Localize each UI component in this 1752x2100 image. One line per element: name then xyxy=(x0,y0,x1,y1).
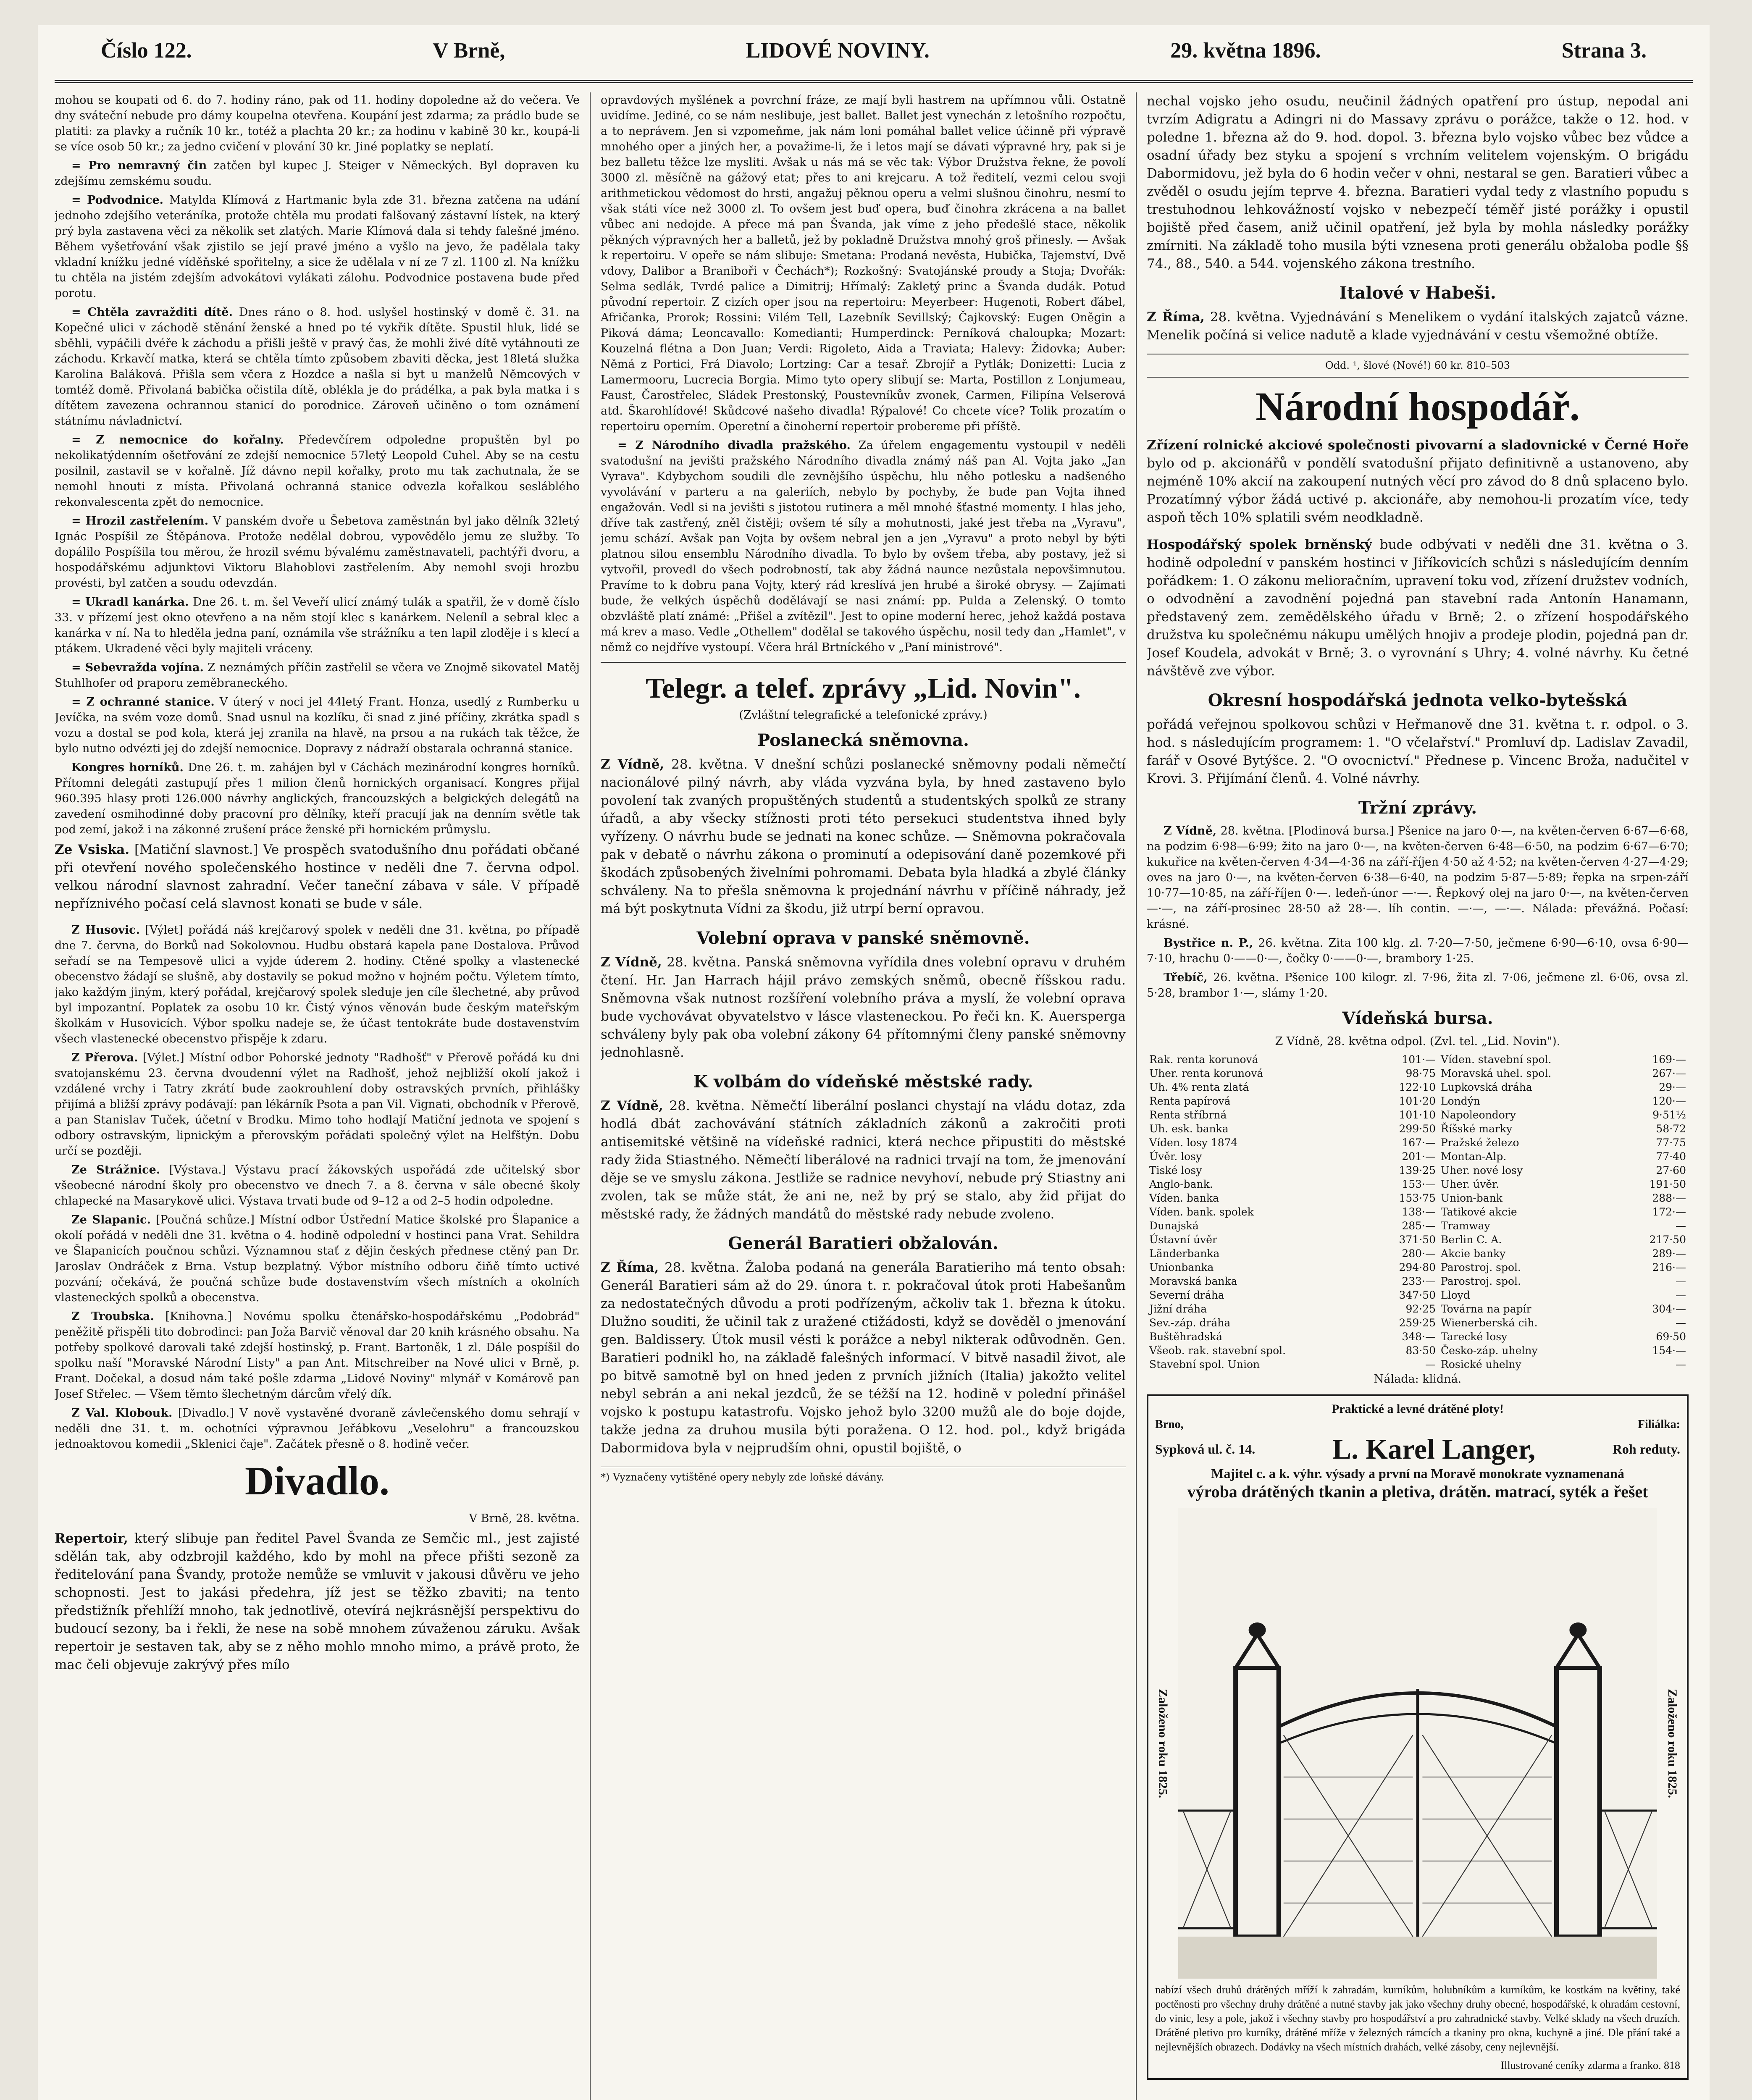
bourse-row xyxy=(1147,1219,1689,1233)
telegram-cont: nechal vojsko jeho osudu, neučinil žádných opatření pro ústup, nepodal ani tvrzím Adigratu a Adingri ni do Massavy zprávu o porážce, takže o 12. hod. v poledne 1. března až do 9. hod. dopol. 3. března bylo vojsko vůbec bez vůdce a osadní úřady bez styku a spojení s vrchním velitelem vojenským. O brigádu Dabormidovu, jež byla do 6 hodin večer v ohni, nestaral se gen. Baratieri vůbec a zvěděl o osudu jejím teprve 4. března. Baratieri vydal tedy z vlastního popudu s trestuhodnou lehkovážností vojsko v nebezpečí téměř jisté porážky i opustil bojiště před časem, aniž učinil opatření, jež byla by mohla následky porážky zmírniti. Na základě toho musila býti vznesena proti generálu obžaloba podle §§ 74., 88., 540. a 544. vojenského zákona trestního. xyxy=(1147,94,1689,271)
bourse-name: Moravská banka xyxy=(1149,1275,1237,1287)
section-title-divadlo: Divadlo. xyxy=(244,1458,390,1503)
bourse-value: 29·— xyxy=(1659,1081,1686,1093)
telegram: Z Vídně, 28. května. Němečtí liberální poslanci chystají na vládu dotaz, zda hodlá dbát zachovávání státních základních zákonů a zakročiti proti antisemitské většině na vídeňské radnici, která nechce připustiti do městské rady žida Stiastného. Němečtí liberálové na radnici trvají na tom, že jmenování děje se ve smyslu zákona. Jestliže se radnice nevyhoví, nebude prý Stiastny ani zvolen, tak se může stát, že ani ne, než by prý se stalo, aby žid přijat do městské rady, že žádných mandátů do městské rady nebude zvoleno. xyxy=(601,1098,1126,1222)
ad-ref: Illustrované ceníky zdarma a franko. 818 xyxy=(1500,2059,1680,2071)
bourse-value: 172·— xyxy=(1652,1206,1686,1218)
article-lead: Hospodářský spolek brněnský xyxy=(1147,537,1372,552)
bourse-name: Uh. 4% renta zlatá xyxy=(1149,1081,1249,1093)
bourse-row xyxy=(1147,1080,1689,1094)
bourse-name: Lloyd xyxy=(1441,1289,1470,1301)
newspaper-page xyxy=(38,25,1710,2100)
theatre-article: Repertoir, který slibuje pan ředitel Pavel Švanda ze Semčic ml., jest zajisté sdělán tak, aby odzbrojil každého, kdo by mohl na přece přišti sezoně za ředitelování pana Švandy, protože nemůže se vmluvit v jakousi důvěru ve jeho schopnosti. Jest to jakási předehra, jíž jest se těžko zbaviti; na tento předstižník přehlíží mnoho, tak jednotlivě, otevírá nejkrásnější perspektivu do budoucí sezony, ba i řekli, že nese na sobě mnohem zúvaženou záruku. Avšak repertoir je sestaven tak, aby se z něho mohlo mnoho mimo, a právě proto, že mac čeli objevuje zakrývý přes mílo xyxy=(55,1531,580,1672)
bourse-value: 77·75 xyxy=(1656,1137,1686,1149)
article-lead: = Chtěla zavražditi dítě. xyxy=(71,306,233,319)
section-title-narodni: Národní hospodář. xyxy=(1256,384,1580,429)
bourse-row xyxy=(1147,1191,1689,1205)
bourse-name: Továrna na papír xyxy=(1441,1303,1531,1315)
bourse-name: Parostroj. spol. xyxy=(1441,1275,1521,1287)
bourse-name: Montan-Alp. xyxy=(1441,1150,1507,1163)
market-report: Bystřice n. P., 26. května. Zita 100 klg. zl. 7·20—7·50, ječmene 6·90—6·10, ovsa 6·90—7·10, hrachu 0·——0·—, čočky 0·——0·—, brambory 1·25. xyxy=(1147,937,1689,965)
bourse-value: 83·50 xyxy=(1405,1344,1436,1357)
bourse-name: Úvěr. losy xyxy=(1149,1150,1202,1163)
article: Z Troubska. [Knihovna.] Novému spolku čtenářsko-hospodářskému „Podobrád" peněžitě přispěli tito dobrodinci: pan Joža Barvič věnoval dar 20 knih krásného obsahu. Na potřeby spolkové darovali také zdejší hostinský, p. Frant. Bartoněk, 1 zl. Dále pospíšil do spolku naší "Moravské Národní Listy" a pan Ant. Mitschreiber na Nové ulici v Brně, p. Frant. Dočekal, a dosud nám také pošle zdarma „Lidové Noviny" mlynář v Komárově pan Josef Střelec. — Všem těmto šlechetným dárcům vřelý dík. xyxy=(55,1310,580,1401)
bourse-name: Všeob. rak. stavební spol. xyxy=(1149,1344,1286,1357)
dateline: Z Vídně, 28. května odpol. (Zvl. tel. „Lid. Novin"). xyxy=(1275,1035,1560,1048)
bourse-value: — xyxy=(1676,1317,1686,1329)
bourse-value: 347·50 xyxy=(1399,1289,1436,1301)
bourse-value: 138·— xyxy=(1402,1206,1436,1218)
fence-gate-image xyxy=(1178,1508,1657,1979)
bourse-row xyxy=(1147,1344,1689,1357)
bourse-name: Parostroj. spol. xyxy=(1441,1261,1521,1273)
bourse-name: Union-bank xyxy=(1441,1192,1502,1204)
bourse-row xyxy=(1147,1288,1689,1302)
bourse-name: Tramway xyxy=(1441,1220,1490,1232)
article-lead: = Pro nemravný čin xyxy=(71,159,207,172)
masthead-title: LIDOVÉ NOVINY. xyxy=(746,38,930,63)
article: Z Přerova. [Výlet.] Místní odbor Pohorské jednoty "Radhošť" v Přerově pořádá ku dni svatojanskému 23. června dvoudenní výlet na Radhošť, jehož nejbližší okolí jakož i vzdálené vrchy i Tatry zkrátí bude zaokrouhlení doby ostravských prvních, přihlášky přijímá a bližší zprávy podávají: pan lékárník Psota a pan Vil. Vignati, obchodník v Přerově, a pan Stanislav Tuček, účetní v Brodku. Mimo toho hodlají Matiční jednota ve spojení s odbory ostravským, lipnickým a přerovským pořádati společný výlet na Helfštýn. Dobu určí se později. xyxy=(55,1051,580,1158)
article: = Sebevražda vojína. Z neznámých příčin zastřelil se včera ve Znojmě sikovatel Matěj Stuhlhofer od praporu zeměbraneckého. xyxy=(55,661,580,690)
article: = Z Národního divadla pražského. Za úřelem engagementu vystoupil v neděli svatodušní na jevišti pražského Národního divadla známý náš pan Al. Vojta jako „Jan Vyrava". Kdybychom soudili dle zevnějšího úspěchu, hlu něho potlesku a nadšeného vyvolávání v parteru a na galeriích, nebylo by pochyby, že bude pan Vojta ihned engažován. Vedl si na jevišti s jistotou rutinera a měl mnohé šťastné momenty. I hlas jeho, dříve tak zastřený, zněl čistěji; ovšem té síly a mohutnosti, jaké jest třeba na „Vyravu", jemu schází. Avšak pan Vojta by ovšem nebral jen a jen „Vyravu" a proto nebyl by býti platnou silou ensemblu Národního divadla. To bylo by ovšem třeba, aby postavy, jež si vytvořil, provedl do všech podrobností, tak aby žádná naunce nezůstala nepovšimnutou. Pravíme to k dobru pana Vojty, který rád kreslívá jen hrubé a široké obrysy. — Zajímati bude, že velkých úspěchů dodělávají se nasi známí: pp. Pulda a Zelenský. O tomto obzvláště platí známé: „Přišel a zvítězil". Jest to opine moderní herec, jehož každá postava má krev a maso. Vedle „Othellem" dodělal se takového úspěchu, nosil tedy dan „Hamlet", v němž co nejdříve vystoupí. Včera hrál Brtníckého v „Paní ministrové". xyxy=(601,439,1126,654)
market-report: Z Vídně, 28. května. [Plodinová bursa.] Pšenice na jaro 0·—, na květen-červen 6·67—6·68, na podzim 6·98—6·99; žito na jaro 0·—, na květen-červen 6·48—6·50, na podzim 6·67—6·70; kukuřice na květen-červen 4·34—4·36 na září-říjen 4·50 až 4·52; na květen-červen 4·27—4·29; oves na jaro 0·—, na květen-červen 6·38—6·40, na podzim 5·87—5·89; řepka na srpen-září 10·77—10·85, na září-říjen 0·—. ledeň-únor —·—. Řepkový olej na jaro 0·—, na květen-červen —·—, na září-prosinec 28·50 až 28·—. líh contin. —·—, —·—. Nálada: převážná. Počasí: krásné. xyxy=(1147,824,1689,931)
heading-snemovna: Poslanecká sněmovna. xyxy=(757,730,969,750)
bourse-name: Dunajská xyxy=(1149,1220,1199,1232)
bourse-value: 191·50 xyxy=(1649,1178,1686,1190)
bourse-name: Unionbanka xyxy=(1149,1261,1214,1273)
article: = Pro nemravný čin zatčen byl kupec J. Steiger v Německých. Byl dopraven ku zdejšímu zemskému soudu. xyxy=(55,159,580,188)
bourse-value: 288·— xyxy=(1652,1192,1686,1204)
article: Hospodářský spolek brněnský bude odbývati v neděli dne 31. května o 3. hodině odpolední v panském hostinci v Jiříkovicích schůzi s následujícím denním pořádkem: 1. O zákonu melioračním, upravení toku vod, zřízení družstev vodních, o odvodnění a zavodnění pojedná pan stavební rada Antonín Hanamann, představený zem. zemědělského úřadu v Brně; 2. o zřízení hospodářského družstva ku společnému nákupu umělých hnojiv a prodeje plodin, pojedná pan dr. Josef Koudela, advokát v Brně; 3. o vyrovnání s Uhry; 4. volné návrhy. Ku četné návštěvě zve výbor. xyxy=(1147,537,1689,679)
ad-branch-label: Filiálka: xyxy=(1637,1418,1680,1431)
article-repertoir-cont: opravdových myšlének a povrchní fráze, ze mají byli hastrem na upřímnou vůli. Ostatně uvidíme. Jediné, co se nám neslibuje, jest ballet. Ballet jest vynechán z letošního rozpočtu, a to neprávem. Jen si vzpomeňme, jak nám loni pomáhal ballet velice účinně při výpravě mnohého oper a jiných her, a považime-li, že i letos mají se dávati výpravné hry, pak si je bez balletu těžce lze mysliti. Avšak u nás má se věc tak: Výbor Družstva řekne, že povolí 3000 zl. měsíčně na gážový etat; přes to ani krejcaru. A tož ředitelí, vezmi celou svoji arithmetickou vědomost do hrsti, angažuj pěknou operu a velmi slušnou činohru, nesmí to však státi více než 3000 zl. To ovšem jest buď opera, buď činohra zkrácena a na ballet vůbec ani nedojde. A přece má pan Švanda, jak víme z jeho předešlé stace, několik pěkných výpravných her a balletů, jež by pokladně Družstva mnohý groš přinesly. — Avšak k repertoiru. V opeře se nám slibuje: Smetana: Prodaná nevěsta, Hubička, Tajemství, Dvě vdovy, Dalibor a Braniboři v Čechách*); Rozkošný: Svatojánské proudy a Stoja; Dvořák: Selma sedlák, Tvrdé palice a Dimitrij; Hřímalý: Zakletý princ a Švanda dudák. Potud původní repertoir. Z cizích oper jsou na repertoiru: Meyerbeer: Hugenoti, Robert ďábel, Afričanka, Prorok; Rossini: Vilém Tell, Lazebník Sevillský; Čajkovský: Eugen Oněgin a Piková dáma; Leoncavallo: Komedianti; Humperdinck: Perníková chaloupka; Mozart: Kouzelná flétna a Don Juan; Verdi: Rigoleto, Aida a Traviata; Halevy: Židovka; Auber: Němá z Portici, Frá Diavolo; Lortzing: Car a tesař. Zbrojíř a Pytlák; Donizetti: Lucia z Lamermooru, Lucrecia Borgia. Mimo tyto opery slibují se: Marta, Postillon z Lonjumeau, Faust, Čarostřelec, Sládek Prestonský, Poustevníkův zvonek, Carmen, Filipína Velserová atd. Škarohlídové! Skůdcové našeho divadla! Rýpalové! Co chcete více? Tolik prozatím o repertoiru operním. Operetní a činoherní repertoir probereme při příště. xyxy=(601,94,1126,433)
bourse-value: 101·10 xyxy=(1399,1109,1436,1121)
bourse-row xyxy=(1147,1136,1689,1150)
bourse-value: 217·50 xyxy=(1649,1234,1686,1246)
article: Zřízení rolnické akciové společnosti pivovarní a sladovnické v Černé Hoře bylo od p. akcionářů v pondělí svatodušní přijato definitivně a ustanoveno, aby nejméně 10% akcií na zakoupení nutných věcí pro závod do 8 dnů splaceno bylo. Prozatímný výbor žádá uctivé p. akcionáře, aby nemohou-li prozatím více, tedy aspoň těch 10% splatili svém neodkladně. xyxy=(1147,438,1689,525)
bourse-name: Berlin C. A. xyxy=(1441,1234,1502,1246)
article-lead: Z Val. Klobouk. xyxy=(71,1407,173,1420)
article-lead: = Z Národního divadla pražského. xyxy=(617,439,851,452)
bourse-value: 289·— xyxy=(1652,1247,1686,1260)
heading-baratieri: Generál Baratieri obžalován. xyxy=(728,1234,998,1253)
section-title-telegr: Telegr. a telef. zprávy „Lid. Novin". xyxy=(646,672,1081,704)
bourse-value: 122·10 xyxy=(1399,1081,1436,1093)
notice: Ze Vsiska. [Matiční slavnost.] Ve prospěch svatodušního dnu pořádati občané při otevření nového společenského hostince v neděli dne 7. června odpol. velkou národní slavnost zahradní. Večer taneční zábava v sále. V případě nepříznivého počasí celá slavnost konati se bude v sále. xyxy=(55,842,580,911)
bourse-name: Renta stříbrná xyxy=(1149,1109,1227,1121)
bourse-value: 92·25 xyxy=(1405,1303,1436,1315)
telegram: Z Říma, 28. května. Žaloba podaná na generála Baratieriho má tento obsah: Generál Baratieri sám až do 29. února t. r. pokračoval útok proti Habešanům za nedostatečných důvodu a proti podřízeným, ačkoliv tak 1. března k útoku. Dlužno souditi, že učinil tak z uražené ctižádosti, když se dověděl o jmenování gen. Baldissery. Útok musil vésti k porážce a nebyl nikterak odůvodněn. Gen. Baratieri podnikl ho, na základě falešných informací. V bitvě nasadil život, ale po bitvě samotně byl on hned jeden z prvních jižních (Italia) jakožto velitel nebyl sebrán a ani nekal jezdců, že se téžší na 12. hodině v polední přinášel vojsko k postupu katastrofu. Vojsko jehož bylo 3200 mužů ale do boje dojde, takže jedna za druhou musila býti poražena. O 12. hod. pol., když brigáda Dabormidova byla v nejprudším ohni, opustil bojiště, o xyxy=(601,1260,1126,1456)
bourse-name: Tarecké losy xyxy=(1441,1331,1508,1343)
bourse-name: Moravská uhel. spol. xyxy=(1441,1067,1552,1079)
column-rule xyxy=(590,92,591,2100)
bourse-name: Akcie banky xyxy=(1441,1247,1506,1260)
article: Ze Slapanic. [Poučná schůze.] Místní odbor Ústřední Matice školské pro Šlapanice a okolí pořádá v neděli dne 31. května o 4. hodině odpolední v hostinci pana Vrat. Sehildra ve Šlapanicích poučnou schůzi. Významnou stať z dějin českých přednese ctěný pan Dr. Jaroslav Ondráček z Brna. Vstup bezplatný. Výbor místního odboru čiňě tímto uctivé pozvání; očekává, že poučná schůze bude dostavenstvím všech místních a okolních vlasteneckých spolků a obecenstva. xyxy=(55,1213,580,1304)
bourse-value: 27·60 xyxy=(1656,1164,1686,1176)
bourse-name: Jižní dráha xyxy=(1149,1303,1207,1315)
bourse-name: Uher. renta korunová xyxy=(1149,1067,1263,1079)
bourse-name: Sev.-záp. dráha xyxy=(1149,1317,1231,1329)
bourse-name: Londýn xyxy=(1441,1095,1480,1107)
bourse-value: 294·80 xyxy=(1399,1261,1436,1273)
ad-company-name: L. Karel Langer, xyxy=(1332,1433,1536,1465)
column-rule xyxy=(1136,92,1137,2100)
column-1 xyxy=(55,92,580,2100)
running-head xyxy=(38,25,1710,76)
bourse-value: 58·72 xyxy=(1656,1123,1686,1135)
bourse-name: Rak. renta korunová xyxy=(1149,1053,1258,1066)
heading-volbam: K volbám do vídeňské městské rady. xyxy=(693,1072,1033,1092)
bourse-row xyxy=(1147,1163,1689,1177)
fence-illustration xyxy=(1155,1508,1680,1979)
bourse-name: Rosické uhelny xyxy=(1441,1358,1521,1370)
dateline-lead: Z Vídně, xyxy=(601,955,662,970)
bourse-table xyxy=(1147,1053,1689,1371)
bourse-value: 299·50 xyxy=(1399,1123,1436,1135)
bourse-value: 139·25 xyxy=(1399,1164,1436,1176)
ad-line-2: výroba drátěných tkanin a pletiva, drátěn. matrací, syték a řešet xyxy=(1187,1482,1648,1501)
dateline-lead: Z Říma, xyxy=(601,1260,659,1275)
article-lead: Ze Strážnice. xyxy=(71,1163,160,1176)
dateline-lead: Z Vídně, xyxy=(601,757,665,772)
bourse-name: Tatikové akcie xyxy=(1441,1206,1517,1218)
heading-videnska-bursa: Vídeňská bursa. xyxy=(1342,1008,1493,1028)
article: pořádá veřejnou spolkovou schůzi v Heřmanově dne 31. května t. r. odpol. o 3. hod. s následujícím programem: 1. "O včelařství." Promluví dp. Ladislav Zavadil, farář v Osové Bytýšce. 2. "O ovocnictví." Přednese p. Vincenc Broža, nadučitel v Krovi. 3. Přijímání členů. 4. Volné návrhy. xyxy=(1147,717,1689,786)
column-3 xyxy=(1147,92,1689,2100)
bourse-row xyxy=(1147,1150,1689,1163)
ad-address-row xyxy=(1155,1417,1680,1432)
bourse-value: — xyxy=(1676,1275,1686,1287)
bourse-mood: Nálada: klidná. xyxy=(1374,1373,1462,1386)
bourse-name: Ústavní úvěr xyxy=(1149,1234,1217,1246)
ad-branch: Roh reduty. xyxy=(1612,1441,1680,1457)
bourse-value: 153·75 xyxy=(1399,1192,1436,1204)
dateline-lead: Třebíč, xyxy=(1164,971,1208,984)
bourse-name: Víden. losy 1874 xyxy=(1149,1137,1238,1149)
column-2 xyxy=(601,92,1126,2100)
bourse-value: 153·— xyxy=(1402,1178,1436,1190)
bourse-value: 169·— xyxy=(1652,1053,1686,1066)
bourse-row xyxy=(1147,1247,1689,1260)
section-subtitle: (Zvláštní telegrafické a telefonické zprávy.) xyxy=(739,709,988,722)
dateline-lead: Z Vídně, xyxy=(601,1098,663,1113)
stock-line: Odd. ¹, šlové (Nové!) 60 kr. 810–503 xyxy=(1147,354,1689,378)
bourse-value: — xyxy=(1425,1358,1436,1370)
bourse-name: Wienerberská cih. xyxy=(1441,1317,1538,1329)
article: = Podvodnice. Matylda Klímová z Hartmanic byla zde 31. března zatčena na udání jednoho zdejšího veteráníka, protože chtěla mu prodati falšovaný zástavní lístek, na který prý byla zastavena věci za několik set zlatých. Marie Klímová dala si tehdy falešné jméno. Během vyšetřování však zjistilo se její pravé jméno a vyšlo na jevo, že padělala taky vkladní knížku jedné víděňské spořitelny, a sice že udělala v ní ze 7 zl. 1100 zl. Na knížku tu chtěla na jistém zdejším advokátovi vylákati zálohu. Podvodnice postavena bude před porotu. xyxy=(55,194,580,300)
article: = Hrozil zastřelením. V panském dvoře u Šebetova zaměstnán byl jako dělník 32letý Ignác Pospíšil ze Štěpánova. Protože nedělal dobrou, vypovědělo jemu ze služby. To dopálilo Pospíšila tou měrou, že hrozil svému bývalému zaměstnavateli, pachtýři dvoru, a hospodářskému adjunktovi Viktoru Blahoblovi zastřelením. Aby nemohl svoji hrozbu provésti, byl zatčen a soudu odevzdán. xyxy=(55,514,580,590)
footnote: *) Vyznačeny vytištěné opery nebyly zde loňské dávány. xyxy=(601,1467,1126,1484)
article-lead: Z Přerova. xyxy=(71,1051,138,1064)
dateline-lead: Z Říma, xyxy=(1147,310,1205,325)
divider xyxy=(601,662,1126,663)
bourse-value: 371·50 xyxy=(1399,1234,1436,1246)
article-lead: = Ukradl kanárka. xyxy=(71,596,189,609)
article-lead: Zřízení rolnické akciové společnosti pivovarní a sladovnické v Černé Hoře xyxy=(1147,438,1689,453)
article: Kongres horníků. Dne 26. t. m. zahájen byl v Cáchách mezinárodní kongres horníků. Přítomni delegáti zastupují přes 1 milion členů hornických organisací. Kongres přijal 960.395 hlasy proti 126.000 návrhy anglických, francouzských a belgických delegátů na zavedení osmihodinné doby pracovní pro dělníky, kteří pracují jak na denním světle tak pod zemí, jakož i na zákonné zrušení práce ženské při hornickém průmyslu. xyxy=(55,761,580,836)
telegram: Z Vídně, 28. května. Panská sněmovna vyřídila dnes volební opravu v druhém čtení. Hr. Jan Harrach hájil právo zemských sněmů, obecně říšskou radu. Sněmovna však nutnost rozšíření volebního práva a myslí, že volební oprava bude vychovávat obyvatelstvo v lásce vlasteneckou. Po řeči kn. K. Auersperga schváleny byly pak oba volební zákony 64 přítomnými členy panské sněmovny jednohlasně. xyxy=(601,955,1126,1060)
bourse-value: 98·75 xyxy=(1405,1067,1436,1079)
bourse-name: Renta papírová xyxy=(1149,1095,1231,1107)
bourse-value: 267·— xyxy=(1652,1067,1686,1079)
ad-address: Sypková ul. č. 14. xyxy=(1155,1441,1256,1457)
bourse-value: 348·— xyxy=(1402,1331,1436,1343)
article-lead: Z Troubska. xyxy=(71,1310,154,1323)
dateline-lead: Bystřice n. P., xyxy=(1164,937,1253,950)
bourse-name: Stavební spol. Union xyxy=(1149,1358,1260,1370)
bourse-name: Napoleondory xyxy=(1441,1109,1516,1121)
dateline: V Brně, 28. května. xyxy=(469,1512,580,1525)
bourse-row xyxy=(1147,1260,1689,1274)
bourse-name: Víden. bank. spolek xyxy=(1149,1206,1254,1218)
article-lead: = Hrozil zastřelením. xyxy=(71,514,209,528)
bourse-value: 120·— xyxy=(1652,1095,1686,1107)
article-lead: Ze Slapanic. xyxy=(71,1213,151,1226)
article: = Z nemocnice do kořalny. Předevčírem odpoledne propuštěn byl po nekolikatýdenním ošetřování ze zdejší nemocnice 57letý Leopold Cuhel. Aby se na cestu posilnil, zastavil se v kořalně. Jíž dávno nepil kořalky, proto mu tak zachutnala, že se nemohl hnouti z místa. Přivolaná ochranná stanice odvezla kořalkou sesláblého rekonvalescenta zpět do nemocnice. xyxy=(55,433,580,509)
article-lead: = Z nemocnice do kořalny. xyxy=(71,433,284,446)
article: = Chtěla zavražditi dítě. Dnes ráno o 8. hod. uslyšel hostinský v domě č. 31. na Kopečné ulici v záchodě stěnání ženské a hned po té vykřik dítěte. Spustil hluk, lidé se sběhli, vypáčili dvéře k záchodu a přišli ještě v pravý čas, že mohli živé dítě vytáhnouti ze záchodu. Krkavčí matka, která se chtěla tímto způsobem zbaviti děcka, jest 18letá služka Karolina Baláková. Přišla sem včera z Hozdce a našla si byt u manželů Němcových v tomtéž domě. Přivolaná babička očistila dítě, oblékla je do prádélka, a pak byla matka i s dítětem zavezena ochrannou stanicí do porodnice. Zároveň učiněno o tom oznámení státnímu návladnictví. xyxy=(55,306,580,428)
bourse-value: — xyxy=(1676,1220,1686,1232)
bourse-row xyxy=(1147,1122,1689,1136)
bourse-value: 154·— xyxy=(1652,1344,1686,1357)
bourse-name: Víden. banka xyxy=(1149,1192,1219,1204)
market-report: Třebíč, 26. května. Pšenice 100 kilogr. zl. 7·96, žita zl. 7·06, ječmene zl. 6·06, ovsa zl. 5·28, brambor 1·—, slámy 1·20. xyxy=(1147,971,1689,1000)
article: Z Husovic. [Výlet] pořádá náš krejčarový spolek v neděli dne 31. května, po případě dne 7. června, do Borků nad Sokolovnou. Hudbu obstará kapela pane Dostalova. Průvod seřadí se na Tempesově ulici a vyjde úderem 2. hodiny. Ctěné spolky a vlastenecké obecenstvo žádají se slušně, aby dostavily se pokud možno v hojném počtu. Výletem tímto, jako každým jiným, který pořádal, krejčarový spolek sleduje jen cíle šlechetné, aby průvod byl impozantní. Poplatek za osobu 10 kr. Čistý výnos věnován bude českým mateřským školkám v Husovicích. Výbor spolku nadeje se, že účast tentokráte bude dostavenstvím všech vlastenecké obecenstvo přispěje k zdaru. xyxy=(55,924,580,1045)
bourse-name: Uher. nové losy xyxy=(1441,1164,1523,1176)
bourse-name: Česko-záp. uhelny xyxy=(1441,1344,1538,1357)
bourse-row xyxy=(1147,1053,1689,1066)
bourse-value: 285·— xyxy=(1402,1220,1436,1232)
bourse-name: Anglo-bank. xyxy=(1149,1178,1213,1190)
article: Z Val. Klobouk. [Divadlo.] V nově vystavěné dvoraně závlečenského domu sehrají v neděli dne 31. t. m. ochotníci výpravnou Jeřábkovu „Veselohru" a francouzskou jednoaktovou komedii „Sklenici čaje". Začátek přesně o 8. hodině večer. xyxy=(55,1407,580,1451)
bourse-value: 201·— xyxy=(1402,1150,1436,1163)
article-lead: Kongres horníků. xyxy=(71,761,184,774)
page-number: Strana 3. xyxy=(1561,38,1647,63)
article-lead: = Sebevražda vojína. xyxy=(71,661,204,674)
bourse-row xyxy=(1147,1330,1689,1344)
bourse-name: Víden. stavební spol. xyxy=(1441,1053,1552,1066)
article-bath: mohou se koupati od 6. do 7. hodiny ráno, pak od 11. hodiny dopoledne až do večera. Ve dny sváteční nebude pro dámy koupelna otevřena. Koupání jest zdarma; za prádlo bude se platiti: za plavky a ručník 10 kr., totéž a plachta 20 kr.; za hodinu v kabině 30 kr., koupá-li se více osob 50 kr.; za jedno cvičení v plování 30 kr. Jiné poplatky se neplatí. xyxy=(55,94,580,153)
bourse-name: Tiské losy xyxy=(1149,1164,1202,1176)
bourse-name: Länderbanka xyxy=(1149,1247,1220,1260)
ad-name-row xyxy=(1155,1432,1680,1466)
issue-number: Číslo 122. xyxy=(101,38,192,63)
bourse-row xyxy=(1147,1108,1689,1122)
bourse-row xyxy=(1147,1066,1689,1080)
article-lead: = Podvodnice. xyxy=(71,194,164,207)
bourse-name: Uh. esk. banka xyxy=(1149,1123,1229,1135)
ad-title: Praktické a levné drátěné ploty! xyxy=(1332,1402,1504,1416)
bourse-value: 167·— xyxy=(1402,1137,1436,1149)
article: = Z ochranné stanice. V úterý v noci jel 44letý Frant. Honza, usedlý z Rumberku u Jevíčka, na svém voze domů. Snad usnul na kozlíku, či snad z jiné příčiny, zkrátka spadl s vozu a dostal se pod kola, která jej zranila na hlavě, na prsou a na rukách tak těžce, že bylo nutno odvézti jej do zdejší nemocnice. Dopravy z nádraží obstarala ochranná stanice. xyxy=(55,696,580,755)
telegram: Z Říma, 28. května. Vyjednávání s Menelikem o vydání italských zajatců vázne. Menelik počíná si velice nadutě a klade vyjednávání v cestu všemožné obtíže. xyxy=(1147,310,1689,343)
bourse-row xyxy=(1147,1274,1689,1288)
bourse-value: 69·50 xyxy=(1656,1331,1686,1343)
bourse-row xyxy=(1147,1205,1689,1219)
notice-lead: Ze Vsiska. xyxy=(55,842,130,857)
bourse-value: 101·20 xyxy=(1399,1095,1436,1107)
bourse-value: 259·25 xyxy=(1399,1317,1436,1329)
bourse-row xyxy=(1147,1357,1689,1371)
advertisement-langer xyxy=(1147,1394,1689,2080)
article-lead: Z Husovic. xyxy=(71,924,140,937)
dateline-lead: Z Vídně, xyxy=(1164,824,1217,837)
ad-body: nabízí všech druhů drátěných mříží k zahradám, kurníkům, holubníkům a kurníkům, ke kostkám na květiny, také poctěnosti pro všechny druhy drátěné a nutné stavby jak jako všechny druhy obecné, hospodářské, k ohradám cestovní, do vinic, lesy a pole, jakož i všechny stavby pro hospodářství a pro zahradnické stavby. Velké sklady na všech druzích. Drátěné pletivo pro kurníky, drátěné mříže v železných rámcích a tkaniny pro okna, kuchyně a jiné. Dle přání také a nejlevnějších obrazech. Dodávky na všech místních drahách, velké zásoby, ceny nejlevnější. xyxy=(1155,1984,1680,2053)
place: V Brně, xyxy=(432,38,505,63)
ad-line-1: Majitel c. a k. výhr. výsady a první na Moravě monokrate vyznamenaná xyxy=(1211,1466,1624,1481)
heading-okresni: Okresní hospodářská jednota velko-bytešská xyxy=(1208,690,1628,710)
issue-date: 29. května 1896. xyxy=(1170,38,1321,63)
article: Ze Strážnice. [Výstava.] Výstavu prací žákovských uspořádá zde učitelský sbor všeobecné národní školy pro obecenstvo ve dnech 7. a 8. června v sále obecné školy chlapecké na Masarykově ulici. Výstava trvati bude od 9–12 a od 2–5 hodin odpoledne. xyxy=(55,1163,580,1208)
bourse-value: — xyxy=(1676,1289,1686,1301)
article-lead: = Z ochranné stanice. xyxy=(71,696,215,709)
bourse-row xyxy=(1147,1233,1689,1247)
ad-side-text-left: Založeno roku 1825. xyxy=(1156,1688,1170,1798)
bourse-value: 101·— xyxy=(1402,1053,1436,1066)
bourse-name: Severní dráha xyxy=(1149,1289,1224,1301)
article: = Ukradl kanárka. Dne 26. t. m. šel Veveří ulicí známý tulák a spatřil, že v domě číslo 33. v přízemí jest okno otevřeno a na něm stojí klec s kanárkem. Neleníl a sebral klec a kanárka v ní. Na to hleděla jedna paní, oznámila vše strážníku a ten lapil zloděje i s klecí a ptákem. Ukradené věci byly majiteli vráceny. xyxy=(55,596,580,655)
heading-italove: Italové v Habeši. xyxy=(1339,283,1496,303)
telegram: Z Vídně, 28. května. V dnešní schůzi poslanecké sněmovny podali němečtí nacionálové pilný návrh, aby vláda vyzvána byla, by hned zastaveno bylo povolení tak zvaných propuštěných studentů a studentských spolků ze strany úřadů, a aby všecky stížnosti proti této persekuci studentstva ihned byly vyřízeny. O návrhu bude se jednati na konec schůze. — Sněmovna pokračovala pak v debatě o návrhu zákona o prominutí a odepisování daně pozemkové při škodách způsobených živelními pohromami. Debata byla hladká a zbylé články schváleny. Na to přešla sněmovna k projednání návrhu v příčině náhrady, jež má být poskytnuta Vídni za škodu, již utrpí berní opravou. xyxy=(601,757,1126,916)
bourse-value: 216·— xyxy=(1652,1261,1686,1273)
bourse-row xyxy=(1147,1094,1689,1108)
ad-side-text-right: Založeno roku 1825. xyxy=(1665,1688,1679,1798)
bourse-value: 280·— xyxy=(1402,1247,1436,1260)
bourse-name: Pražské železo xyxy=(1441,1137,1519,1149)
bourse-row xyxy=(1147,1316,1689,1330)
header-rule xyxy=(55,80,1693,83)
bourse-row xyxy=(1147,1302,1689,1316)
bourse-row xyxy=(1147,1177,1689,1191)
article-lead: Repertoir, xyxy=(55,1531,128,1546)
bourse-value: 233·— xyxy=(1402,1275,1436,1287)
bourse-value: — xyxy=(1676,1358,1686,1370)
ad-city: Brno, xyxy=(1155,1418,1184,1431)
bourse-value: 304·— xyxy=(1652,1303,1686,1315)
bourse-name: Říšské marky xyxy=(1441,1123,1513,1135)
bourse-name: Lupkovská dráha xyxy=(1441,1081,1532,1093)
bourse-value: 9·51½ xyxy=(1652,1109,1686,1121)
bourse-name: Buštěhradská xyxy=(1149,1331,1222,1343)
heading-volebni: Volební oprava v panské sněmovně. xyxy=(696,928,1030,948)
bourse-value: 77·40 xyxy=(1656,1150,1686,1163)
heading-trzni: Tržní zprávy. xyxy=(1358,798,1477,818)
bourse-name: Uher. úvěr. xyxy=(1441,1178,1500,1190)
